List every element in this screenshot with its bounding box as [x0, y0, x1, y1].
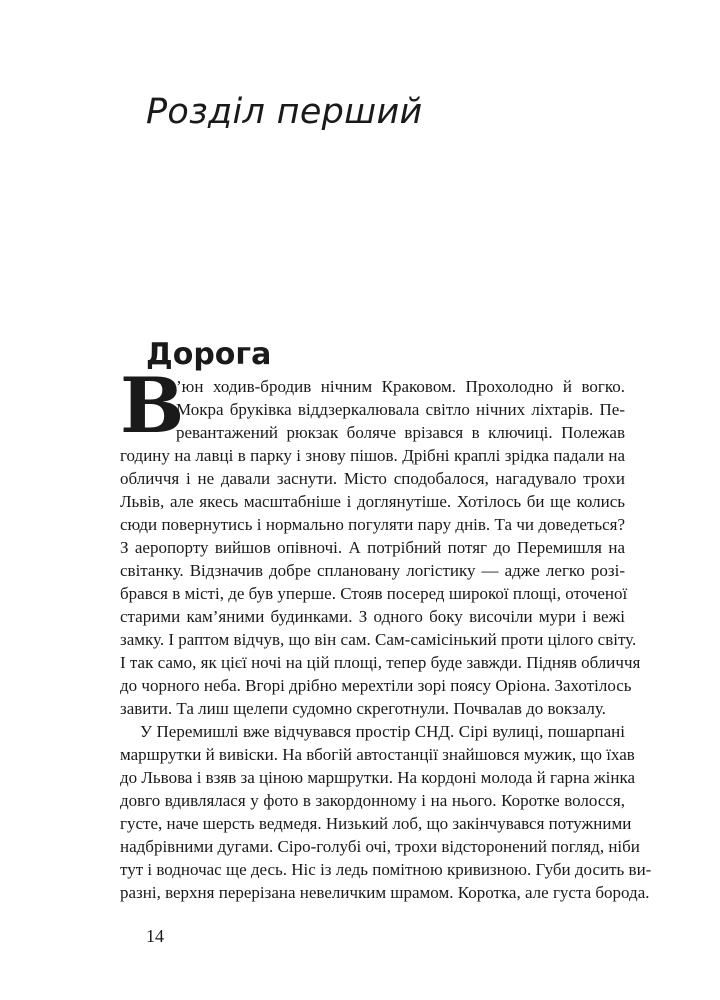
text-line: тут і водночас ще десь. Ніс із ледь помітною кривизною. Губи досить ви-	[120, 860, 652, 879]
text-line: замку. І раптом відчув, що він сам. Сам-самісінький проти цілого світу.	[120, 630, 637, 649]
text-line: до Львова і взяв за ціною маршрутки. На кордоні молода й гарна жінка	[120, 768, 636, 787]
text-line: годину на лавці в парку і знову пішов. Дрібні краплі зрідка падали на	[120, 446, 625, 465]
text-line: сюди повернутись і нормально погуляти пару днів. Та чи доведеться?	[120, 515, 625, 534]
text-line: густе, наче шерсть ведмедя. Низький лоб, що закінчувався потужними	[120, 814, 632, 833]
drop-cap: В	[120, 361, 185, 450]
text-line: старими кам’яними будинками. З одного боку височіли мури і вежі	[120, 607, 625, 626]
body-text	[120, 375, 652, 904]
text-line: ревантажений рюкзак боляче врізався в ключиці. Полежав	[176, 423, 625, 442]
text-line: світанку. Відзначив добре сплановану логістику — адже легко розі-	[120, 561, 625, 580]
text-line: довго вдивлялася у фото в закордонному і на нього. Коротке волосся,	[120, 791, 625, 810]
text-line: обличчя і не давали заснути. Місто сподобалося, нагадувало трохи	[120, 469, 625, 488]
text-line: до чорного неба. Вгорі дрібно мерехтіли зорі поясу Оріона. Захотілось	[120, 676, 632, 695]
text-line: У Перемишлі вже відчувався простір СНД. Сірі вулиці, пошарпані	[140, 722, 625, 741]
text-line: завити. Та лиш щелепи судомно скреготнули. Почвалав до вокзалу.	[120, 699, 606, 718]
text-line: З аеропорту вийшов опівночі. А потрібний потяг до Перемишля на	[120, 538, 625, 557]
text-line: маршрутки й вивіски. На вбогій автостанції знайшовся мужик, що їхав	[120, 745, 635, 764]
paragraph	[120, 375, 641, 720]
text-line: разні, верхня перерізана невеличким шрамом. Коротка, але густа борода.	[120, 883, 650, 902]
text-line: Мокра бруківка віддзеркалювала світло нічних ліхтарів. Пе-	[176, 400, 625, 419]
text-line: ’юн ходив-бродив нічним Краковом. Прохолодно й вогко.	[176, 377, 625, 396]
paragraph	[120, 720, 652, 904]
section-title: Дорога	[146, 337, 272, 372]
text-line: Львів, але якесь масштабніше і доглянутіше. Хотілось би ще колись	[120, 492, 625, 511]
text-line: брався в місті, де був уперше. Стояв посеред широкої площі, оточеної	[120, 584, 628, 603]
text-line: надбрівними дугами. Сіро-голубі очі, трохи відсторонений погляд, ніби	[120, 837, 640, 856]
page-number: 14	[146, 926, 164, 946]
text-line: І так само, як цієї ночі на цій площі, тепер буде завжди. Підняв обличчя	[120, 653, 641, 672]
chapter-title: Розділ перший	[146, 92, 423, 132]
